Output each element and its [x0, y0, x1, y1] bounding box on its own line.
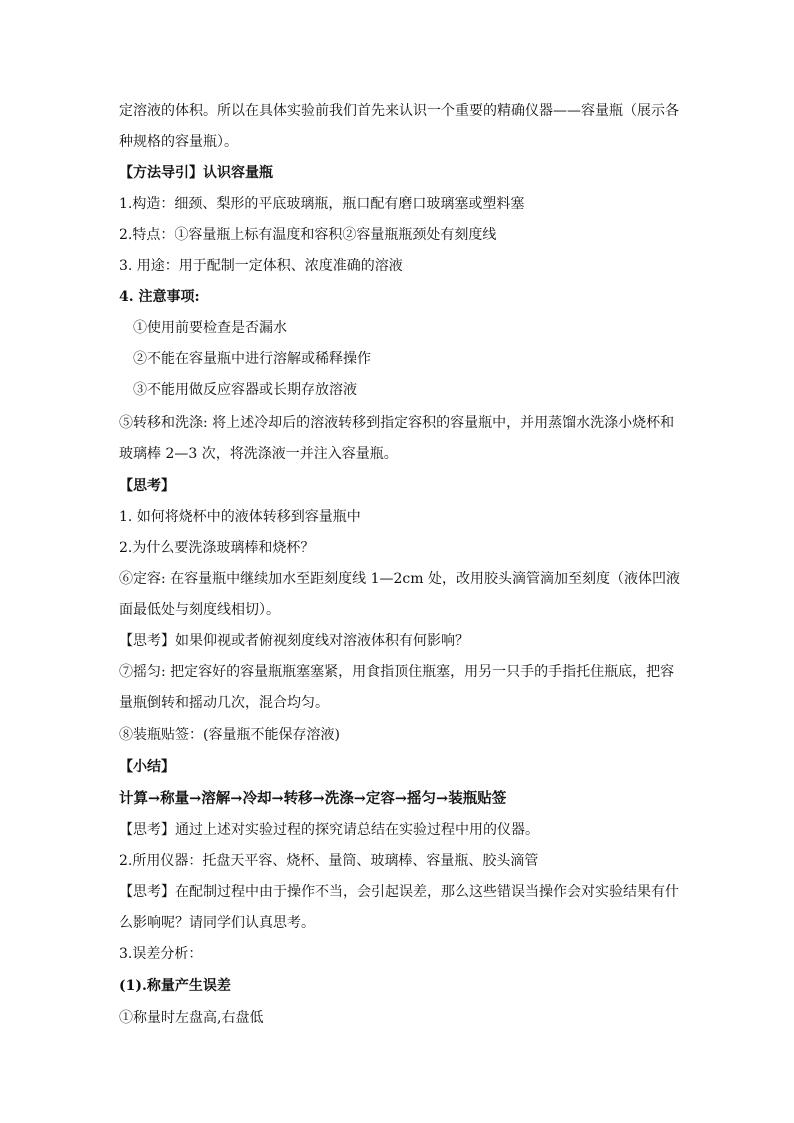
paragraph-line: 量瓶倒转和摇动几次，混合均匀。 — [119, 695, 329, 711]
list-item: 3. 用途：用于配制一定体积、浓度准确的溶液 — [119, 258, 403, 274]
list-item: ①称量时左盘高,右盘低 — [119, 1010, 264, 1026]
step-bottle-label: ⑧装瓶贴签：(容量瓶不能保存溶液) — [119, 727, 340, 743]
list-item: 1.构造：细颈、梨形的平底玻璃瓶，瓶口配有磨口玻璃塞或塑料塞 — [119, 196, 525, 212]
list-item: 2.特点：①容量瓶上标有温度和容积②容量瓶瓶颈处有刻度线 — [119, 227, 497, 243]
step-transfer-wash: ⑤转移和洗涤: 将上述冷却后的溶液转移到指定容积的容量瓶中，并用蒸馏水洗涤小烧杯和 — [119, 415, 675, 431]
think-question: 【思考】如果仰视或者俯视刻度线对溶液体积有何影响？ — [119, 633, 469, 649]
error-analysis-heading: 3.误差分析： — [119, 946, 203, 962]
sub-list-item: ③不能用做反应容器或长期存放溶液 — [133, 382, 357, 398]
sub-list-item: ②不能在容量瓶中进行溶解或稀释操作 — [133, 351, 371, 367]
subsection-heading: (1).称量产生误差 — [119, 978, 231, 994]
instruments-line: 2.所用仪器：托盘天平容、烧杯、量筒、玻璃棒、容量瓶、胶头滴管 — [119, 853, 539, 869]
paragraph-line: 玻璃棒 2—3 次，将洗涤液一并注入容量瓶。 — [119, 446, 398, 462]
think-heading: 【思考】 — [119, 478, 175, 494]
paragraph-line: 定溶液的体积。所以在具体实验前我们首先来认识一个重要的精确仪器——容量瓶（展示各 — [119, 103, 679, 119]
question-item: 2.为什么要洗涤玻璃棒和烧杯？ — [119, 540, 315, 556]
sub-list-item: ①使用前要检查是否漏水 — [133, 320, 287, 336]
question-item: 1. 如何将烧杯中的液体转移到容量瓶中 — [119, 509, 361, 525]
step-fix-volume: ⑥定容: 在容量瓶中继续加水至距刻度线 1—2cm 处，改用胶头滴管滴加至刻度（液体凹液 — [119, 571, 680, 587]
summary-heading: 【小结】 — [119, 759, 175, 775]
summary-steps: 计算→称量→溶解→冷却→转移→洗涤→定容→摇匀→装瓶贴签 — [119, 790, 507, 807]
section-heading: 【方法导引】认识容量瓶 — [119, 165, 273, 181]
paragraph-line: 种规格的容量瓶）。 — [119, 134, 238, 150]
list-item: 4. 注意事项: — [119, 289, 200, 305]
paragraph-line: 么影响呢？请同学们认真思考。 — [119, 915, 315, 931]
paragraph-line: 面最低处与刻度线相切）。 — [119, 602, 280, 618]
step-shake: ⑦摇匀: 把定容好的容量瓶瓶塞塞紧，用食指顶住瓶塞，用另一只手的手指托住瓶底，把容 — [119, 664, 675, 680]
think-question: 【思考】在配制过程中由于操作不当，会引起误差，那么这些错误当操作会对实验结果有什 — [119, 884, 679, 900]
think-question: 【思考】通过上述对实验过程的探究请总结在实验过程中用的仪器。 — [119, 822, 539, 838]
